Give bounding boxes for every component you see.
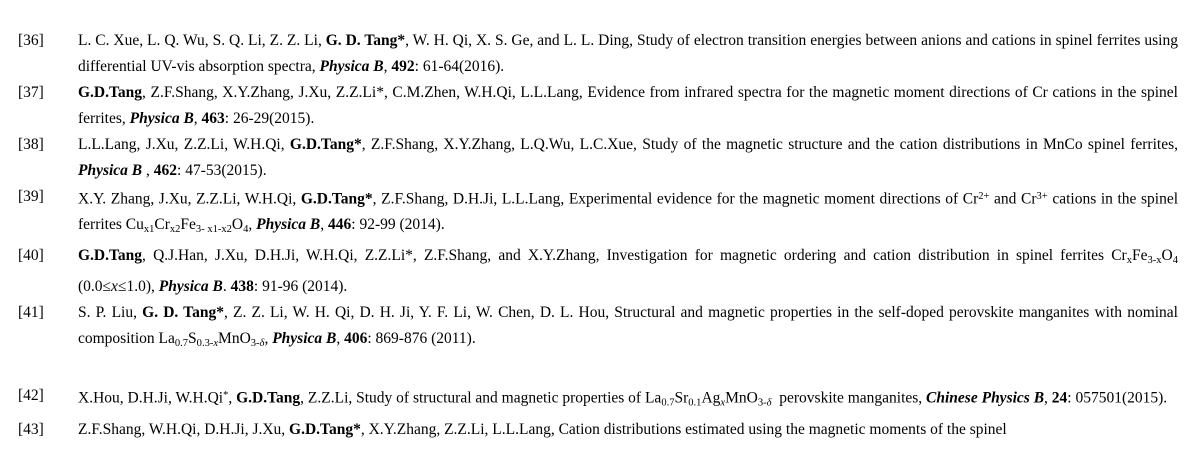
reference-entry xyxy=(14,184,1178,242)
reference-text: Z.F.Shang, W.H.Qi, D.H.Ji, J.Xu, G.D.Tang*, X.Y.Zhang, Z.Z.Li, L.L.Lang, Cation distributions estimated using the magnetic moments of the spinel xyxy=(78,421,1007,439)
reference-entry xyxy=(14,300,1178,356)
reference-entry xyxy=(14,417,1178,443)
reference-number: [36] xyxy=(18,32,44,49)
reference-entry xyxy=(14,80,1178,131)
reference-number: [42] xyxy=(18,387,44,405)
paragraph-spacer xyxy=(14,357,1178,383)
reference-entry xyxy=(14,243,1178,299)
reference-number: [43] xyxy=(18,421,44,439)
reference-number: [37] xyxy=(18,84,44,101)
reference-text: X.Hou, D.H.Ji, W.H.Qi*, G.D.Tang, Z.Z.Li, Study of structural and magnetic properties of $La_{0.7}Sr_{0.1}Ag_xMnO_{3-\delta}$ perovskite manganites, Chinese Physics B, 24: 057501(2015). xyxy=(78,389,1168,409)
reference-text: G.D.Tang, Q.J.Han, J.Xu, D.H.Ji, W.H.Qi, Z.Z.Li*, Z.F.Shang, and X.Y.Zhang, Investigation for magnetic ordering and cation distribution in spinel ferrites $Cr_xFe_{3-x}O_4$ (0.0≤x≤1.0), Physica B. 438: 91-96 (2014). xyxy=(78,247,1178,295)
reference-number: [38] xyxy=(18,136,44,153)
reference-number: [40] xyxy=(18,247,44,265)
reference-text: S. P. Liu, G. D. Tang*, Z. Z. Li, W. H. Qi, D. H. Ji, Y. F. Li, W. Chen, D. L. Hou, Structural and magnetic properties in the self-doped perovskite manganites with nominal composition $La_{0.7}S_{0.3-x}MnO_{3-\delta}$, Physica B, 406: 869-876 (2011). xyxy=(78,304,1178,349)
reference-entry xyxy=(14,132,1178,183)
reference-number: [39] xyxy=(18,188,44,205)
reference-text: L. C. Xue, L. Q. Wu, S. Q. Li, Z. Z. Li, G. D. Tang*, W. H. Qi, X. S. Ge, and L. L. Ding, Study of electron transition energies between anions and cations in spinel ferrites using differential UV-vis absorption spectra, Physica B, 492: 61-64(2016). xyxy=(78,32,1178,75)
reference-text: X.Y. Zhang, J.Xu, Z.Z.Li, W.H.Qi, G.D.Tang*, Z.F.Shang, D.H.Ji, L.L.Lang, Experimental evidence for the magnetic moment directions of $Cr^{2+}$ and $Cr^{3+}$ cations in the spinel ferrites $Cu_{x1}Cr_{x2}Fe_{3- x1-x2}O_4$, Physica B, 446: 92-99 (2014). xyxy=(78,190,1179,235)
reference-entry xyxy=(14,28,1178,79)
reference-entry xyxy=(14,383,1178,416)
reference-text: G.D.Tang, Z.F.Shang, X.Y.Zhang, J.Xu, Z.Z.Li*, C.M.Zhen, W.H.Qi, L.L.Lang, Evidence from infrared spectra for the magnetic moment directions of Cr cations in the spinel ferrites, Physica B, 463: 26-29(2015). xyxy=(78,84,1178,127)
reference-number: [41] xyxy=(18,304,44,322)
reference-text: L.L.Lang, J.Xu, Z.Z.Li, W.H.Qi, G.D.Tang*, Z.F.Shang, X.Y.Zhang, L.Q.Wu, L.C.Xue, Study of the magnetic structure and the cation distributions in MnCo spinel ferrites, Physica B , 462: 47-53(2015). xyxy=(78,136,1178,179)
